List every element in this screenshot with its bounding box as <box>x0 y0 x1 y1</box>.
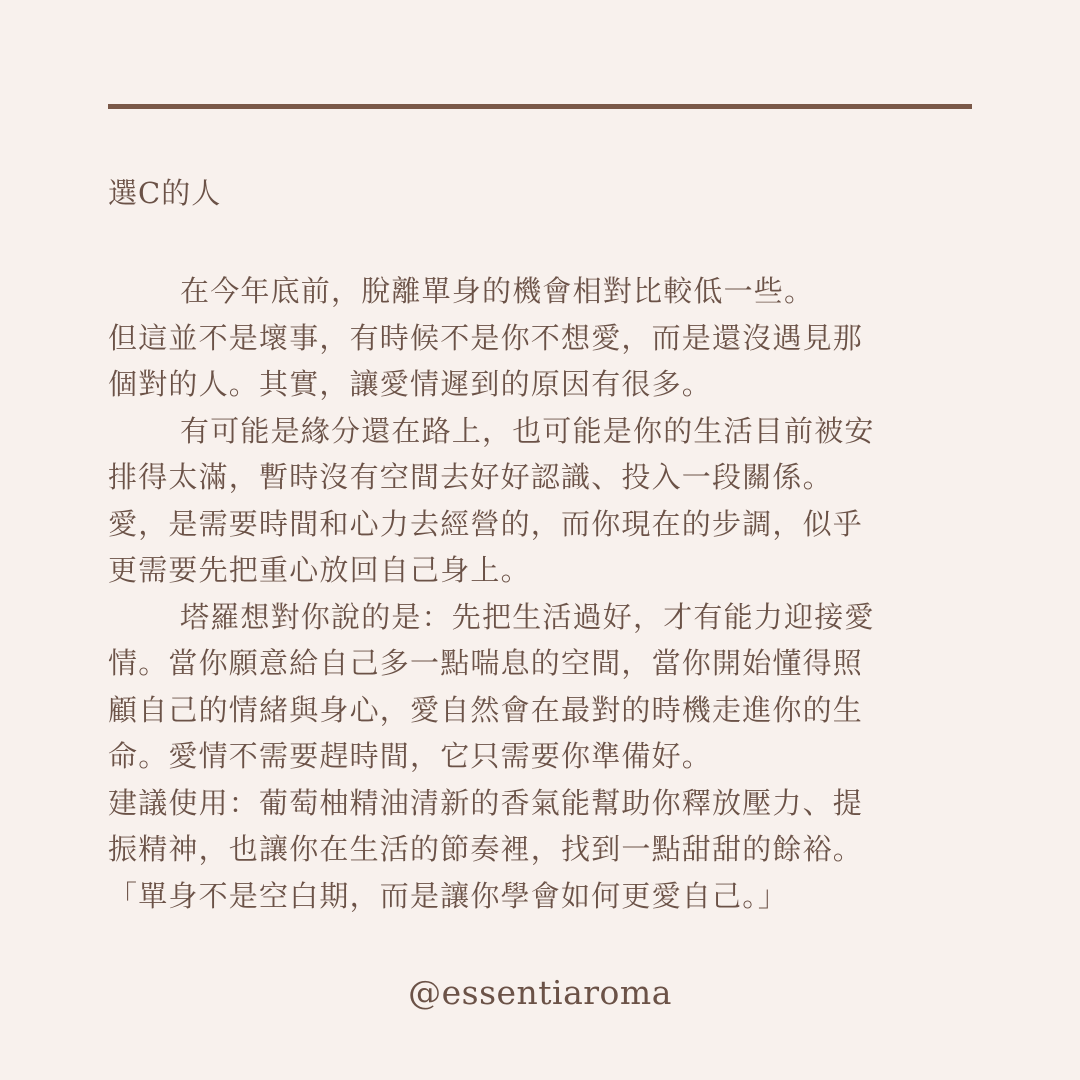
top-divider <box>108 104 972 109</box>
body-line: 但這並不是壞事，有時候不是你不想愛，而是還沒遇見那 <box>108 320 864 355</box>
body-line: 塔羅想對你說的是：先把生活過好，才有能力迎接愛 <box>180 599 875 634</box>
body-line: 個對的人。其實，讓愛情遲到的原因有很多。 <box>108 367 713 401</box>
body-line: 愛，是需要時間和心力去經營的，而你現在的步調，似乎 <box>108 506 864 541</box>
body-line: 更需要先把重心放回自己身上。 <box>108 553 531 587</box>
body-line: 建議使用：葡萄柚精油清新的香氣能幫助你釋放壓力、提 <box>108 785 864 820</box>
body-line: 有可能是緣分還在路上，也可能是你的生活目前被安 <box>180 413 875 448</box>
body-line: 命。愛情不需要趕時間，它只需要你準備好。 <box>108 739 713 773</box>
body-line: 情。當你願意給自己多一點喘息的空間，當你開始懂得照 <box>108 646 864 680</box>
social-handle: @essentiaroma <box>408 973 672 1012</box>
body-line: 振精神，也讓你在生活的節奏裡，找到一點甜甜的餘裕。 <box>108 832 864 866</box>
body-line: 排得太滿，暫時沒有空間去好好認識、投入一段關係。 <box>108 460 833 494</box>
quote-line: 「單身不是空白期，而是讓你學會如何更愛自己。」 <box>108 878 789 913</box>
body-line: 顧自己的情緒與身心，愛自然會在最對的時機走進你的生 <box>108 692 864 727</box>
body-text <box>108 268 978 919</box>
section-heading: 選C的人 <box>108 176 222 210</box>
body-line: 在今年底前，脫離單身的機會相對比較低一些。 <box>180 274 815 308</box>
